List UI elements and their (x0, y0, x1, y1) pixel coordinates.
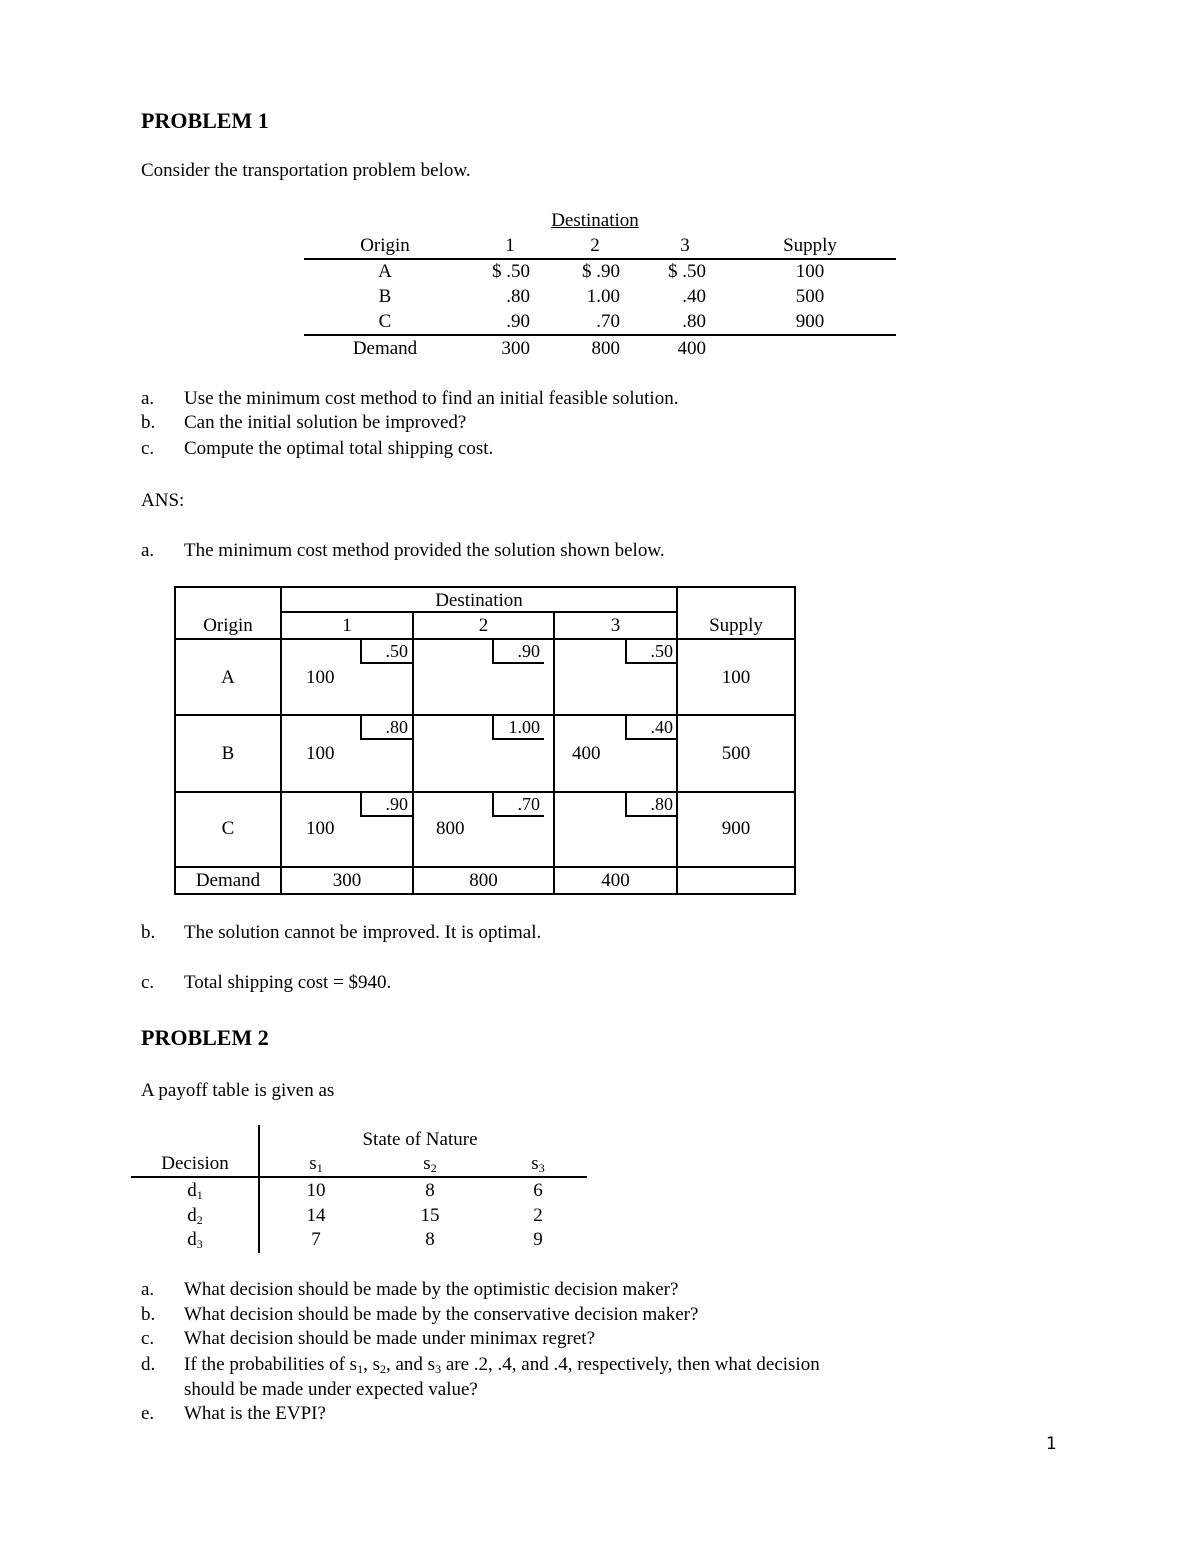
demand-label: Demand (352, 338, 418, 359)
p2-q-c-letter: c. (141, 1328, 155, 1349)
p2-q-d-text-line2: should be made under expected value? (184, 1379, 478, 1400)
decision-d2: $d_2$ (187, 1205, 203, 1227)
q-a-text: Use the minimum cost method to find an initial feasible solution. (184, 388, 679, 409)
ans-c-letter: c. (141, 972, 155, 993)
h-line-b (174, 791, 796, 793)
origin-b: B (378, 286, 392, 307)
cost-b-3: .40 (682, 286, 706, 307)
cost-a-2: $ .90 (582, 261, 620, 282)
payoff-header-rule (131, 1176, 587, 1178)
ans-b-letter: b. (141, 922, 156, 943)
sol-dest-col-3: 3 (610, 615, 621, 636)
cost-c-2: .70 (596, 311, 620, 332)
cost-b-2: 1.00 (586, 286, 620, 307)
problem-1-heading: PROBLEM 1 (141, 108, 269, 133)
supply-header: Supply (783, 235, 837, 256)
sol-alloc-c-2: 800 (436, 818, 465, 839)
cost-c-3: .80 (682, 311, 706, 332)
p2-q-e-letter: e. (141, 1403, 155, 1424)
p2-q-d-text: If the probabilities of $s_1$, $s_2$, and $s_3$ are .2, .4, and .4, respectively, then what decision (184, 1354, 820, 1376)
payoff-d2-s1: 14 (306, 1205, 326, 1226)
sol-origin-c: C (221, 818, 235, 839)
origin-header: Origin (360, 235, 410, 256)
decision-d1: $d_1$ (187, 1180, 203, 1202)
sol-supply-b: 500 (721, 743, 751, 764)
demand-2: 800 (591, 338, 620, 359)
q-c-letter: c. (141, 438, 155, 459)
sol-cost-a-1: .50 (360, 640, 412, 664)
supply-b: 500 (795, 286, 825, 307)
ans-b-text: The solution cannot be improved. It is optimal. (184, 922, 542, 943)
h-line-a (174, 714, 796, 716)
demand-1: 300 (501, 338, 530, 359)
sol-demand-label: Demand (195, 870, 261, 891)
payoff-d1-s2: 8 (425, 1180, 435, 1201)
cost-a-3: $ .50 (668, 261, 706, 282)
sol-supply-c: 900 (721, 818, 751, 839)
sol-dest-col-1: 1 (342, 615, 352, 636)
sol-cost-c-1: .90 (360, 793, 412, 817)
p2-q-c-text: What decision should be made under minimax regret? (184, 1328, 596, 1349)
p2-q-d-letter: d. (141, 1354, 156, 1375)
table-top-rule (304, 258, 896, 260)
supply-c: 900 (795, 311, 825, 332)
p2-q-e-text: What is the EVPI? (184, 1403, 326, 1424)
decision-d3: $d_3$ (187, 1229, 203, 1251)
state-s1: $s_1$ (309, 1153, 323, 1175)
p2-q-b-text: What decision should be made by the conservative decision maker? (184, 1304, 699, 1325)
sol-cost-c-3: .80 (625, 793, 677, 817)
q-c-text: Compute the optimal total shipping cost. (184, 438, 494, 459)
payoff-d1-s1: 10 (306, 1180, 326, 1201)
payoff-d3-s1: 7 (311, 1229, 321, 1250)
cost-c-1: .90 (506, 311, 530, 332)
cost-a-1: $ .50 (492, 261, 530, 282)
decision-header: Decision (161, 1153, 229, 1174)
state-s3: $s_3$ (531, 1153, 545, 1175)
p2-q-a-text: What decision should be made by the optimistic decision maker? (184, 1279, 679, 1300)
sol-cost-b-3: .40 (625, 716, 677, 740)
ans-c-text: Total shipping cost = $940. (184, 972, 392, 993)
table-bottom-rule (304, 334, 896, 336)
dest-col-3: 3 (680, 235, 690, 256)
payoff-d2-s3: 2 (533, 1205, 543, 1226)
supply-a: 100 (795, 261, 825, 282)
destination-header: Destination (551, 210, 639, 231)
payoff-d3-s2: 8 (425, 1229, 435, 1250)
problem-2-intro: A payoff table is given as (141, 1080, 335, 1101)
p2-q-b-letter: b. (141, 1304, 156, 1325)
ans-label: ANS: (141, 490, 185, 511)
state-of-nature-header: State of Nature (362, 1129, 478, 1150)
v-line-1 (412, 612, 414, 895)
origin-a: A (378, 261, 392, 282)
sol-origin-a: A (221, 667, 235, 688)
payoff-d1-s3: 6 (533, 1180, 543, 1201)
problem-1-intro: Consider the transportation problem below. (141, 160, 471, 181)
origin-c: C (378, 311, 392, 332)
sol-alloc-b-3: 400 (572, 743, 601, 764)
sol-alloc-b-1: 100 (306, 743, 335, 764)
sol-dest-col-2: 2 (478, 615, 489, 636)
cost-b-1: .80 (506, 286, 530, 307)
sol-supply-header: Supply (709, 615, 763, 636)
dest-col-2: 2 (590, 235, 600, 256)
h-line-c (174, 866, 796, 868)
h-line-header (174, 638, 796, 640)
payoff-vertical-rule (258, 1125, 260, 1253)
sol-cost-b-1: .80 (360, 716, 412, 740)
page-number: 1 (1046, 1434, 1057, 1454)
payoff-d3-s3: 9 (533, 1229, 543, 1250)
sol-origin-header: Origin (203, 615, 253, 636)
sol-destination-header: Destination (435, 590, 523, 611)
sol-cost-a-3: .50 (625, 640, 677, 664)
q-a-letter: a. (141, 388, 155, 409)
sol-cost-c-2: .70 (492, 793, 544, 817)
ans-a-text: The minimum cost method provided the solution shown below. (184, 540, 665, 561)
sol-demand-2: 800 (469, 870, 498, 891)
payoff-d2-s2: 15 (420, 1205, 440, 1226)
sol-demand-3: 400 (601, 870, 630, 891)
problem-2-heading: PROBLEM 2 (141, 1025, 269, 1050)
sol-alloc-c-1: 100 (306, 818, 335, 839)
demand-3: 400 (677, 338, 706, 359)
dest-col-1: 1 (505, 235, 515, 256)
sol-origin-b: B (221, 743, 235, 764)
ans-a-letter: a. (141, 540, 155, 561)
sol-alloc-a-1: 100 (306, 667, 335, 688)
q-b-letter: b. (141, 412, 156, 433)
sol-supply-a: 100 (721, 667, 751, 688)
sol-demand-1: 300 (332, 870, 362, 891)
v-line-2 (553, 612, 555, 895)
sol-cost-b-2: 1.00 (492, 716, 544, 740)
sol-cost-a-2: .90 (492, 640, 544, 664)
q-b-text: Can the initial solution be improved? (184, 412, 467, 433)
p2-q-a-letter: a. (141, 1279, 155, 1300)
state-s2: $s_2$ (423, 1153, 437, 1175)
